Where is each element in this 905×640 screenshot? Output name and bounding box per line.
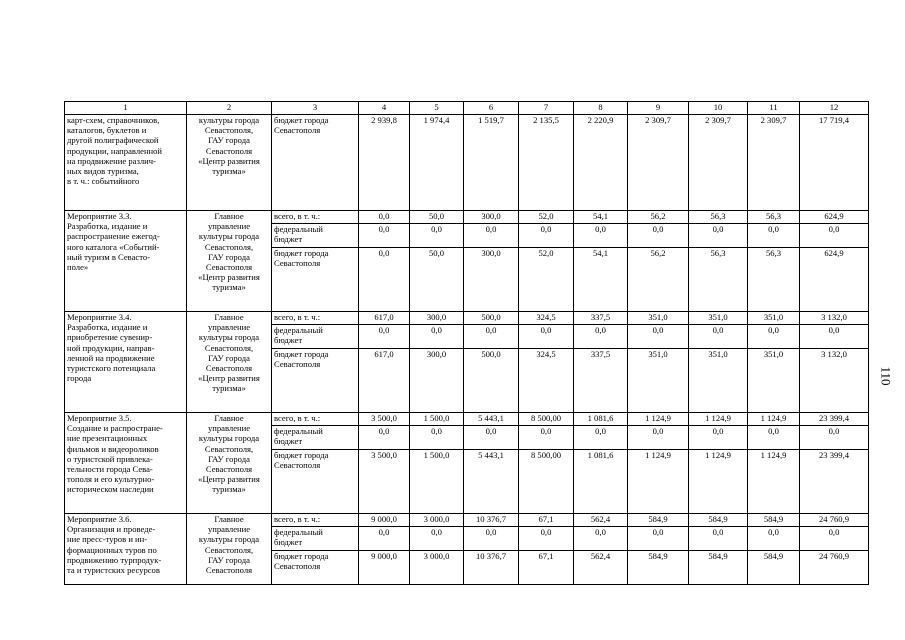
value-cell: 1 124,9 — [628, 413, 689, 426]
value-cell: 0,0 — [748, 426, 800, 450]
value-cell: 324,5 — [519, 312, 574, 325]
value-cell: 0,0 — [628, 224, 689, 248]
value-cell: 1 124,9 — [689, 413, 748, 426]
executor-line: «Центр развития — [198, 373, 260, 384]
value-cell: 0,0 — [689, 224, 748, 248]
value-cell: 2 135,5 — [519, 115, 574, 211]
value-cell: 0,0 — [464, 325, 519, 349]
value-cell: 0,0 — [359, 248, 410, 312]
table-row — [65, 514, 869, 527]
value-cell: 1 974,4 — [410, 115, 464, 211]
funding-source-line: всего, в т. ч.: — [274, 514, 321, 524]
measure-name-line: другой полиграфической — [67, 135, 159, 146]
value-cell: 0,0 — [800, 527, 869, 551]
executor-line: Севастополя, — [204, 342, 254, 353]
value-cell: 1 124,9 — [748, 413, 800, 426]
value-cell: 0,0 — [359, 325, 410, 349]
value-cell: 337,5 — [574, 349, 628, 413]
funding-source — [272, 551, 359, 585]
executor — [187, 514, 272, 585]
table-row — [65, 413, 869, 426]
column-header: 12 — [800, 102, 869, 115]
funding-source-line: всего, в т. ч.: — [274, 312, 321, 322]
value-cell: 324,5 — [519, 349, 574, 413]
value-cell: 300,0 — [464, 248, 519, 312]
value-cell: 0,0 — [410, 527, 464, 551]
value-cell: 67,1 — [519, 551, 574, 585]
value-cell: 2 309,7 — [689, 115, 748, 211]
executor-line: Севастополя — [205, 464, 253, 475]
budget-table — [64, 101, 869, 585]
value-cell: 584,9 — [748, 551, 800, 585]
value-cell: 3 132,0 — [800, 349, 869, 413]
executor-line: туризма» — [212, 383, 246, 394]
measure-name-line: Мероприятие 3.5. — [67, 413, 132, 423]
value-cell: 0,0 — [689, 325, 748, 349]
funding-source — [272, 211, 359, 224]
value-cell: 3 000,0 — [410, 551, 464, 585]
value-cell: 0,0 — [464, 527, 519, 551]
funding-source — [272, 426, 359, 450]
measure-name-line: Мероприятие 3.6. — [67, 514, 132, 524]
value-cell: 562,4 — [574, 514, 628, 527]
funding-source — [272, 514, 359, 527]
value-cell: 351,0 — [748, 349, 800, 413]
executor-line: туризма» — [212, 166, 246, 177]
measure-name-line: ние пресс-туров и ин- — [67, 534, 148, 545]
value-cell: 0,0 — [410, 426, 464, 450]
funding-source — [272, 450, 359, 514]
measure-name-line: приобретение сувенир- — [67, 332, 153, 343]
value-cell: 23 399,4 — [800, 450, 869, 514]
measure-name-line: ных видов туризма, — [67, 166, 139, 177]
funding-source-line: Севастополя — [274, 460, 321, 471]
value-cell: 67,1 — [519, 514, 574, 527]
value-cell: 2 309,7 — [628, 115, 689, 211]
measure-name-line: Организация и проведе- — [67, 524, 156, 535]
measure-name-line: карт-схем, справочников, — [67, 115, 160, 125]
measure-name-line: Создание и распростране- — [67, 423, 163, 434]
value-cell: 0,0 — [628, 527, 689, 551]
column-header: 6 — [464, 102, 519, 115]
executor — [187, 312, 272, 413]
value-cell: 1 081,6 — [574, 413, 628, 426]
value-cell: 351,0 — [689, 312, 748, 325]
value-cell: 24 760,9 — [800, 514, 869, 527]
executor-line: ГАУ города — [208, 135, 250, 146]
column-header: 5 — [410, 102, 464, 115]
value-cell: 23 399,4 — [800, 413, 869, 426]
value-cell: 624,9 — [800, 211, 869, 224]
funding-source-line: бюджет города — [274, 450, 329, 460]
column-header: 2 — [187, 102, 272, 115]
value-cell: 617,0 — [359, 349, 410, 413]
value-cell: 0,0 — [748, 325, 800, 349]
funding-source-line: Севастополя — [274, 125, 321, 136]
value-cell: 351,0 — [748, 312, 800, 325]
executor-line: Севастополя — [205, 262, 253, 273]
value-cell: 9 000,0 — [359, 514, 410, 527]
value-cell: 3 500,0 — [359, 450, 410, 514]
value-cell: 56,3 — [748, 211, 800, 224]
funding-source-line: Севастополя — [274, 561, 321, 572]
value-cell: 562,4 — [574, 551, 628, 585]
funding-source — [272, 325, 359, 349]
funding-source-line: всего, в т. ч.: — [274, 211, 321, 221]
value-cell: 8 500,00 — [519, 413, 574, 426]
value-cell: 8 500,00 — [519, 450, 574, 514]
executor-line: Главное — [214, 312, 244, 322]
column-header: 7 — [519, 102, 574, 115]
executor-line: Севастополя, — [204, 125, 254, 136]
value-cell: 0,0 — [800, 426, 869, 450]
executor-line: культуры города — [198, 332, 260, 343]
measure-name-line: поле» — [67, 262, 89, 273]
column-header: 3 — [272, 102, 359, 115]
value-cell: 3 132,0 — [800, 312, 869, 325]
value-cell: 9 000,0 — [359, 551, 410, 585]
value-cell: 0,0 — [748, 224, 800, 248]
value-cell: 1 081,6 — [574, 450, 628, 514]
measure-name-line: продвижению турпродук- — [67, 554, 162, 565]
value-cell: 0,0 — [519, 426, 574, 450]
executor-line: туризма» — [212, 484, 246, 495]
measure-name-line: Мероприятие 3.3. — [67, 211, 132, 221]
measure-name-line: та и туристских ресурсов — [67, 565, 160, 576]
executor-line: культуры города — [198, 534, 260, 545]
funding-source-line: бюджет — [274, 234, 303, 245]
value-cell: 0,0 — [628, 426, 689, 450]
value-cell: 17 719,4 — [800, 115, 869, 211]
executor — [187, 413, 272, 514]
value-cell: 0,0 — [410, 224, 464, 248]
value-cell: 1 500,0 — [410, 413, 464, 426]
executor-line: ГАУ города — [208, 554, 250, 565]
value-cell: 0,0 — [689, 426, 748, 450]
column-header: 10 — [689, 102, 748, 115]
column-header: 11 — [748, 102, 800, 115]
funding-source-line: бюджет города — [274, 551, 329, 561]
executor-line: Главное — [214, 211, 244, 221]
measure-name — [65, 312, 187, 413]
value-cell: 3 000,0 — [410, 514, 464, 527]
funding-source — [272, 312, 359, 325]
funding-source-line: всего, в т. ч.: — [274, 413, 321, 423]
measure-name — [65, 211, 187, 312]
funding-source — [272, 115, 359, 211]
measure-name-line: ние презентационных — [67, 433, 148, 444]
value-cell: 0,0 — [359, 224, 410, 248]
value-cell: 0,0 — [574, 325, 628, 349]
measure-name-line: Разработка, издание и — [67, 221, 148, 232]
funding-source-line: федеральный — [274, 224, 323, 234]
value-cell: 0,0 — [359, 211, 410, 224]
value-cell: 2 309,7 — [748, 115, 800, 211]
funding-source-line: бюджет — [274, 436, 303, 447]
value-cell: 337,5 — [574, 312, 628, 325]
measure-name-line: историческом наследии — [67, 484, 154, 495]
value-cell: 1 124,9 — [748, 450, 800, 514]
value-cell: 56,3 — [689, 211, 748, 224]
value-cell: 56,3 — [748, 248, 800, 312]
funding-source-line: бюджет — [274, 537, 303, 548]
value-cell: 584,9 — [689, 551, 748, 585]
value-cell: 0,0 — [574, 527, 628, 551]
executor-line: ГАУ города — [208, 251, 250, 262]
value-cell: 56,2 — [628, 211, 689, 224]
value-cell: 584,9 — [748, 514, 800, 527]
executor-line: «Центр развития — [198, 155, 260, 166]
executor-line: Главное — [214, 413, 244, 423]
measure-name-line: тополя и его культурно- — [67, 474, 155, 485]
executor-line: управление — [207, 221, 251, 232]
funding-source-line: федеральный — [274, 426, 323, 436]
table-body — [65, 102, 869, 585]
value-cell: 0,0 — [410, 325, 464, 349]
value-cell: 52,0 — [519, 211, 574, 224]
value-cell: 617,0 — [359, 312, 410, 325]
value-cell: 0,0 — [464, 224, 519, 248]
executor-line: управление — [207, 524, 251, 535]
measure-name-line: туристского потенциала — [67, 363, 156, 374]
value-cell: 300,0 — [410, 312, 464, 325]
value-cell: 0,0 — [519, 527, 574, 551]
executor-line: Севастополя — [205, 363, 253, 374]
value-cell: 584,9 — [628, 551, 689, 585]
value-cell: 50,0 — [410, 211, 464, 224]
value-cell: 0,0 — [800, 224, 869, 248]
value-cell: 2 220,9 — [574, 115, 628, 211]
value-cell: 10 376,7 — [464, 551, 519, 585]
value-cell: 300,0 — [464, 211, 519, 224]
executor-line: Севастополя, — [204, 544, 254, 555]
executor-line: ГАУ города — [208, 453, 250, 464]
executor-line: «Центр развития — [198, 474, 260, 485]
value-cell: 0,0 — [748, 527, 800, 551]
measure-name — [65, 413, 187, 514]
funding-source-line: федеральный — [274, 527, 323, 537]
value-cell: 54,1 — [574, 248, 628, 312]
measure-name — [65, 115, 187, 211]
value-cell: 0,0 — [464, 426, 519, 450]
funding-source-line: Севастополя — [274, 359, 321, 370]
funding-source-line: бюджет города — [274, 349, 329, 359]
executor-line: Главное — [214, 514, 244, 524]
funding-source-line: бюджет — [274, 335, 303, 346]
page-number: 110 — [878, 366, 894, 386]
value-cell: 0,0 — [359, 527, 410, 551]
funding-source-line: бюджет города — [274, 248, 329, 258]
value-cell: 54,1 — [574, 211, 628, 224]
value-cell: 0,0 — [628, 325, 689, 349]
measure-name-line: в т. ч.: событийного — [67, 176, 140, 187]
measure-name-line: каталогов, буклетов и — [67, 125, 147, 136]
table-row — [65, 115, 869, 211]
measure-name-line: распространение ежегод- — [67, 231, 160, 242]
measure-name-line: города — [67, 373, 92, 384]
measure-name — [65, 514, 187, 585]
table-row — [65, 211, 869, 224]
measure-name-line: фильмов и видеороликов — [67, 443, 159, 454]
value-cell: 1 500,0 — [410, 450, 464, 514]
value-cell: 0,0 — [519, 325, 574, 349]
executor-line: культуры города — [198, 433, 260, 444]
value-cell: 1 519,7 — [464, 115, 519, 211]
value-cell: 10 376,7 — [464, 514, 519, 527]
value-cell: 351,0 — [628, 312, 689, 325]
funding-source — [272, 224, 359, 248]
executor — [187, 115, 272, 211]
value-cell: 52,0 — [519, 248, 574, 312]
funding-source-line: федеральный — [274, 325, 323, 335]
value-cell: 0,0 — [800, 325, 869, 349]
measure-name-line: ный туризм в Севасто- — [67, 251, 151, 262]
column-header: 1 — [65, 102, 187, 115]
funding-source — [272, 248, 359, 312]
measure-name-line: продукции, направленной — [67, 145, 163, 156]
value-cell: 3 500,0 — [359, 413, 410, 426]
funding-source-line: бюджет города — [274, 115, 329, 125]
value-cell: 351,0 — [689, 349, 748, 413]
executor-line: Севастополя, — [204, 241, 254, 252]
value-cell: 500,0 — [464, 312, 519, 325]
executor-line: туризма» — [212, 282, 246, 293]
measure-name-line: тельности города Сева- — [67, 464, 153, 475]
funding-source-line: Севастополя — [274, 258, 321, 269]
executor — [187, 211, 272, 312]
value-cell: 56,2 — [628, 248, 689, 312]
value-cell: 5 443,1 — [464, 413, 519, 426]
measure-name-line: ного каталога «Событий- — [67, 241, 160, 252]
executor-line: Севастополя — [205, 145, 253, 156]
measure-name-line: Разработка, издание и — [67, 322, 148, 333]
value-cell: 56,3 — [689, 248, 748, 312]
value-cell: 584,9 — [628, 514, 689, 527]
column-header: 4 — [359, 102, 410, 115]
measure-name-line: о туристской привлека- — [67, 453, 153, 464]
executor-line: «Центр развития — [198, 272, 260, 283]
value-cell: 0,0 — [689, 527, 748, 551]
value-cell: 5 443,1 — [464, 450, 519, 514]
measure-name-line: Мероприятие 3.4. — [67, 312, 132, 322]
executor-line: культуры города — [198, 231, 260, 242]
executor-line: управление — [207, 322, 251, 333]
value-cell: 2 939,8 — [359, 115, 410, 211]
header-row — [65, 102, 869, 115]
value-cell: 1 124,9 — [628, 450, 689, 514]
table-row — [65, 312, 869, 325]
value-cell: 24 760,9 — [800, 551, 869, 585]
executor-line: ГАУ города — [208, 352, 250, 363]
executor-line: культуры города — [198, 115, 260, 125]
value-cell: 0,0 — [359, 426, 410, 450]
value-cell: 0,0 — [519, 224, 574, 248]
measure-name-line: на продвижение различ- — [67, 155, 156, 166]
funding-source — [272, 527, 359, 551]
measure-name-line: ной продукции, направ- — [67, 342, 155, 353]
column-header: 9 — [628, 102, 689, 115]
value-cell: 1 124,9 — [689, 450, 748, 514]
value-cell: 584,9 — [689, 514, 748, 527]
value-cell: 624,9 — [800, 248, 869, 312]
funding-source — [272, 349, 359, 413]
executor-line: Севастополя — [205, 565, 253, 576]
executor-line: управление — [207, 423, 251, 434]
executor-line: Севастополя, — [204, 443, 254, 454]
funding-source — [272, 413, 359, 426]
value-cell: 0,0 — [574, 426, 628, 450]
value-cell: 500,0 — [464, 349, 519, 413]
measure-name-line: ленной на продвижение — [67, 352, 155, 363]
column-header: 8 — [574, 102, 628, 115]
value-cell: 300,0 — [410, 349, 464, 413]
value-cell: 351,0 — [628, 349, 689, 413]
measure-name-line: формационных туров по — [67, 544, 157, 555]
value-cell: 0,0 — [574, 224, 628, 248]
value-cell: 50,0 — [410, 248, 464, 312]
